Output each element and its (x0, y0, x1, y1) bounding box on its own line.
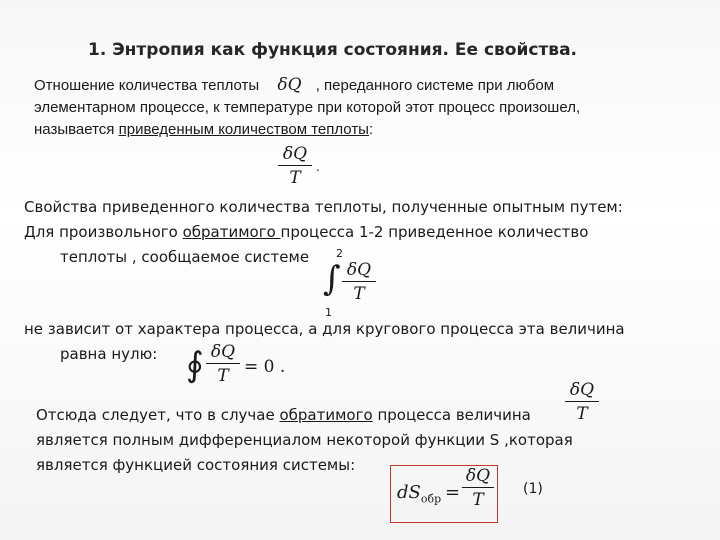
term-reversible: обратимого (182, 223, 281, 241)
fraction-numerator: δQ (465, 466, 491, 486)
fraction-numerator: δQ (282, 144, 308, 164)
fraction-denominator: T (289, 168, 301, 188)
entropy-equals: = (445, 482, 461, 503)
entropy-lhs-symbol: dS (397, 482, 421, 503)
fraction-denominator: T (353, 284, 365, 304)
para2-line2-after: процесса 1-2 приведенное количество (280, 223, 589, 241)
entropy-lhs (397, 482, 441, 506)
reduced-heat-fraction (278, 144, 312, 188)
para2-line2-before: Для произвольного (24, 223, 183, 241)
para1-line3-before: называется (34, 121, 119, 138)
heat-symbol: δQ (277, 75, 302, 95)
fraction-denominator: T (472, 490, 484, 510)
cyclic-integral-sign: ∮ (186, 345, 204, 385)
para3-line1: не зависит от характера процесса, а для кругового процесса эта величина (24, 320, 625, 338)
para3-line2: равна нулю: (60, 345, 158, 363)
para2-line3: теплоты , сообщаемое системе (60, 248, 310, 266)
slide-title: 1. Энтропия как функция состояния. Ее свойства. (88, 40, 577, 60)
fraction-numerator: δQ (210, 342, 236, 362)
side-fraction (565, 380, 599, 424)
fraction-bar (462, 487, 494, 488)
integral-upper-limit: 2 (336, 247, 343, 260)
integral-sign: ∫ (323, 259, 341, 299)
entropy-subscript: обр (420, 492, 442, 506)
para1-line3-after: : (368, 121, 374, 138)
para4-line1-after: процесса величина (372, 406, 531, 424)
para4-line1 (36, 406, 531, 425)
para2-line1: Свойства приведенного количества теплоты, полученные опытным путем: (24, 198, 623, 216)
para1-line3 (34, 120, 373, 139)
cyclic-rhs: = 0 . (244, 357, 286, 377)
fraction-bar (565, 401, 599, 402)
para1-text-after: , переданного системе при любом (315, 77, 555, 94)
fraction-bar (206, 363, 240, 364)
equation-number: (1) (523, 481, 543, 497)
para1-line2: элементарном процессе, к температуре при которой этот процесс произошел, (34, 99, 581, 116)
para4-line2: является полным дифференциалом некоторой функции S ,которая (36, 431, 573, 449)
integral-lower-limit: 1 (325, 306, 332, 319)
cyclic-fraction (206, 342, 240, 386)
para2-line2 (24, 223, 588, 242)
para4-line1-before: Отсюда следует, что в случае (36, 406, 280, 424)
term-reversible-2: обратимого (279, 406, 373, 424)
fraction-numerator: δQ (346, 260, 372, 280)
fraction-bar (342, 281, 376, 282)
fraction-numerator: δQ (569, 380, 595, 400)
integral-fraction (342, 260, 376, 304)
para4-line3: является функцией состояния системы: (36, 456, 356, 474)
fraction-denominator: T (576, 404, 588, 424)
fraction-denominator: T (217, 366, 229, 386)
para1-line1 (34, 76, 554, 95)
fraction-bar (278, 165, 312, 166)
term-reduced-heat: приведенным количеством теплоты (118, 121, 369, 138)
reduced-heat-period: . (316, 160, 320, 174)
para1-text-before: Отношение количества теплоты (34, 77, 260, 94)
entropy-fraction (462, 466, 494, 510)
